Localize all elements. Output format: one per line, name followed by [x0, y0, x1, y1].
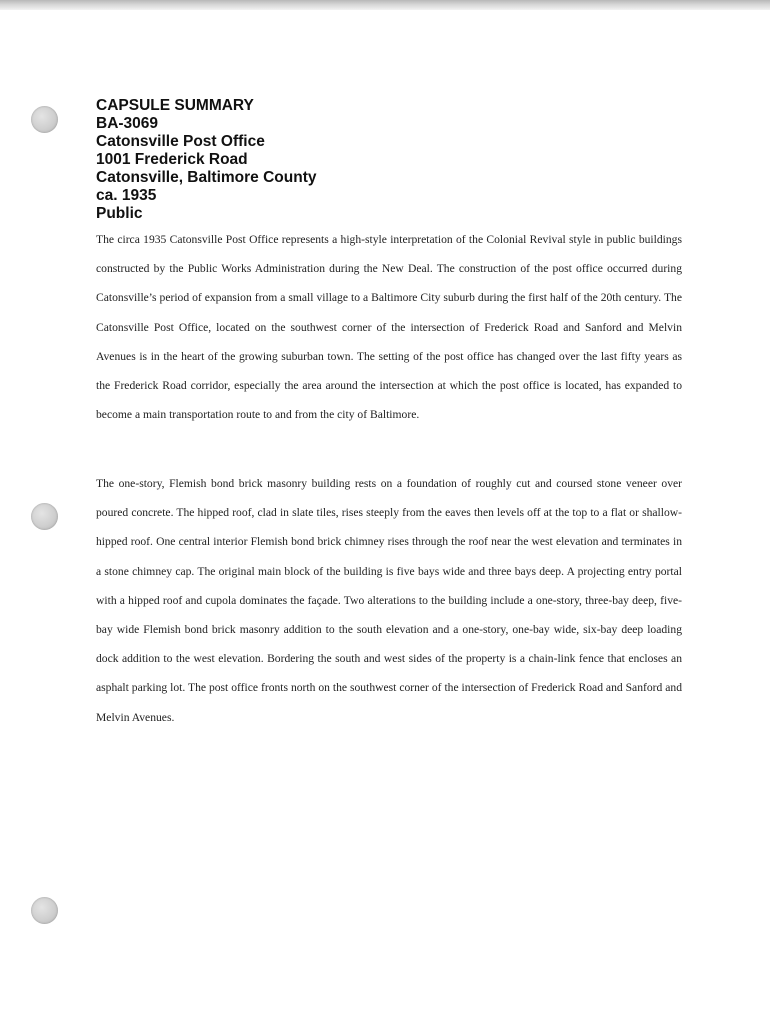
heading-access: Public — [96, 205, 143, 222]
binder-hole-top — [31, 106, 58, 133]
scan-top-edge — [0, 0, 770, 10]
heading-address: 1001 Frederick Road — [96, 151, 248, 168]
heading-property-name: Catonsville Post Office — [96, 133, 265, 150]
binder-hole-middle — [31, 503, 58, 530]
summary-paragraph-description: The one-story, Flemish bond brick masonry building rests on a foundation of roughly cut and coursed stone veneer over poured concrete. The hipped roof, clad in slate tiles, rises steeply from the eaves then levels off at the top to a flat or shallow-hipped roof. One central interior Flemish bond brick chimney rises through the roof near the west elevation and terminates in a stone chimney cap. The original main block of the building is five bays wide and three bays deep. A projecting entry portal with a hipped roof and cupola dominates the façade. Two alterations to the building include a one-story, three-bay deep, five-bay wide Flemish bond brick masonry addition to the south elevation and a one-story, one-bay wide, six-bay deep loading dock addition to the west elevation. Bordering the south and west sides of the property is a chain-link fence that encloses an asphalt parking lot. The post office fronts north on the southwest corner of the intersection of Frederick Road and Sanford and Melvin Avenues. — [96, 477, 682, 724]
heading-date: ca. 1935 — [96, 187, 157, 204]
summary-paragraph-history: The circa 1935 Catonsville Post Office represents a high-style interpretation of the Colonial Revival style in public buildings constructed by the Public Works Administration during the New Deal. The construction of the post office occurred during Catonsville’s period of expansion from a small village to a Baltimore City suburb during the first half of the 20th century. The Catonsville Post Office, located on the southwest corner of the intersection of Frederick Road and Sanford and Melvin Avenues is in the heart of the growing suburban town. The setting of the post office has changed over the last fifty years as the Frederick Road corridor, especially the area around the intersection at which the post office is located, has expanded to become a main transportation route to and from the city of Baltimore. — [96, 233, 682, 422]
heading-location: Catonsville, Baltimore County — [96, 169, 317, 186]
heading-title: CAPSULE SUMMARY — [96, 97, 254, 114]
binder-hole-bottom — [31, 897, 58, 924]
capsule-summary-heading — [96, 97, 316, 223]
heading-site-number: BA-3069 — [96, 115, 159, 132]
